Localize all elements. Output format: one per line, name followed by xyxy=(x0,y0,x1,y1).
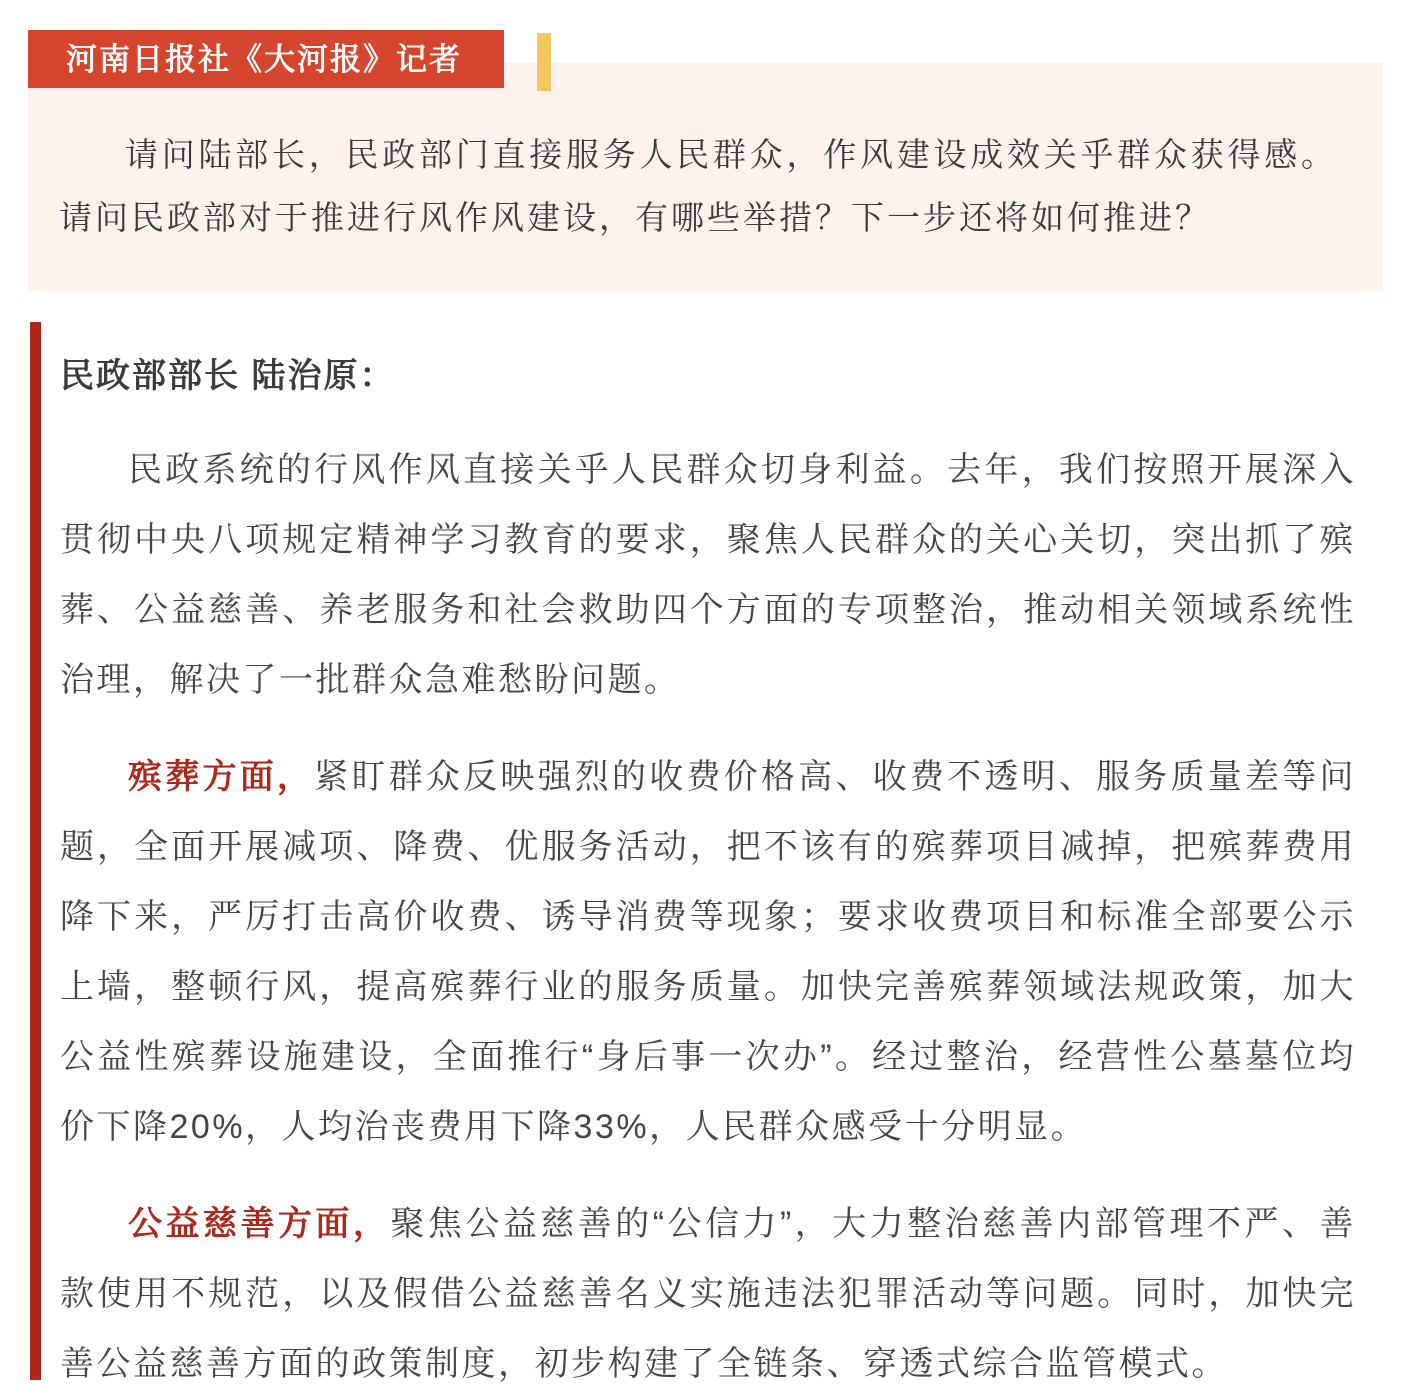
badge-yellow-accent-bar xyxy=(537,33,551,91)
paragraph-text: 民政系统的行风作风直接关乎人民群众切身利益。去年，我们按照开展深入贯彻中央八项规定精神学习教育的要求，聚焦人民群众的关心关切，突出抓了殡葬、公益慈善、养老服务和社会救助四个方面的专项整治，推动相关领域系统性治理，解决了一批群众急难愁盼问题。 xyxy=(60,451,1356,699)
question-panel xyxy=(28,63,1383,291)
paragraph-text: 聚焦公益慈善的“公信力”，大力整治慈善内部管理不严、善款使用不规范，以及假借公益慈善名义实施违法犯罪活动等问题。同时，加快完善公益慈善方面的政策制度，初步构建了全链条、穿透式综合监管模式。 xyxy=(60,1205,1357,1383)
answer-left-red-bar xyxy=(30,322,41,1380)
answer-paragraph xyxy=(60,742,1356,1162)
answer-paragraph xyxy=(60,1189,1356,1399)
paragraph-lead-charity: 公益慈善方面， xyxy=(128,1205,391,1243)
paragraph-lead-funeral: 殡葬方面， xyxy=(128,758,315,796)
question-text: 请问陆部长，民政部门直接服务人民群众，作风建设成效关乎群众获得感。请问民政部对于推进行风作风建设，有哪些举措？下一步还将如何推进？ xyxy=(59,136,1337,236)
reporter-badge: 河南日报社《大河报》记者 xyxy=(28,30,504,88)
speaker-name: 民政部部长 陆治原： xyxy=(60,357,396,395)
answer-section xyxy=(0,322,1414,1383)
paragraph-text: 紧盯群众反映强烈的收费价格高、收费不透明、服务质量差等问题，全面开展减项、降费、优服务活动，把不该有的殡葬项目减掉，把殡葬费用降下来，严厉打击高价收费、诱导消费等现象；要求收费项目和标准全部要公示上墙，整顿行风，提高殡葬行业的服务质量。加快完善殡葬领域法规政策，加大公益性殡葬设施建设，全面推行“身后事一次办”。经过整治，经营性公墓墓位均价下降20%，人均治丧费用下降33%，人民群众感受十分明显。 xyxy=(60,758,1356,1146)
answer-paragraph xyxy=(60,435,1356,715)
